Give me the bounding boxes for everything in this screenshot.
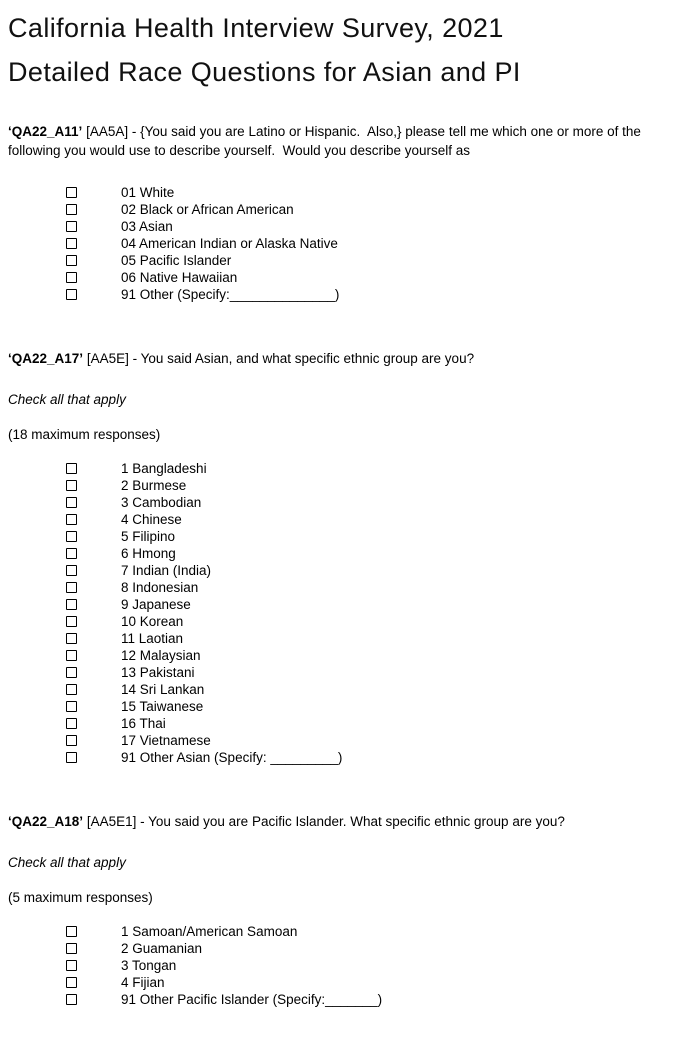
option-row: [8, 974, 675, 991]
option-label: 2 Guamanian: [121, 941, 203, 956]
option-row: [8, 957, 675, 974]
question-id: ‘QA22_A18’: [8, 814, 84, 829]
checkbox-icon[interactable]: [66, 565, 77, 576]
checkbox-icon[interactable]: [66, 204, 77, 215]
option-label: 16 Thai: [121, 716, 166, 731]
option-row: [8, 698, 675, 715]
option-row: [8, 286, 675, 303]
question-block: [8, 812, 675, 1008]
question-block: [8, 122, 675, 303]
option-row: [8, 528, 675, 545]
option-label: 8 Indonesian: [121, 580, 199, 595]
question-text: - {You said you are Latino or Hispanic. Also,} please tell me which one or more of the following you would use to describe yourself. Would you describe yourself as: [8, 124, 645, 158]
checkbox-icon[interactable]: [66, 650, 77, 661]
checkbox-icon[interactable]: [66, 926, 77, 937]
checkbox-icon[interactable]: [66, 255, 77, 266]
checkbox-icon[interactable]: [66, 701, 77, 712]
option-row: [8, 269, 675, 286]
question-variable: [AA5A]: [86, 124, 129, 139]
option-label: 03 Asian: [121, 219, 173, 234]
option-label: 11 Laotian: [121, 631, 184, 646]
checkbox-icon[interactable]: [66, 752, 77, 763]
checkbox-icon[interactable]: [66, 463, 77, 474]
option-row: [8, 184, 675, 201]
option-row: [8, 613, 675, 630]
option-label: 1 Samoan/American Samoan: [121, 924, 298, 939]
question-id: ‘QA22_A11’: [8, 124, 83, 139]
option-label: 1 Bangladeshi: [121, 461, 207, 476]
option-row: [8, 460, 675, 477]
checkbox-icon[interactable]: [66, 480, 77, 491]
checkbox-icon[interactable]: [66, 977, 77, 988]
option-label: 13 Pakistani: [121, 665, 195, 680]
option-label: 05 Pacific Islander: [121, 253, 232, 268]
question-header: [8, 812, 675, 831]
checkbox-icon[interactable]: [66, 289, 77, 300]
option-label: 15 Taiwanese: [121, 699, 204, 714]
option-row: [8, 596, 675, 613]
question-block: [8, 349, 675, 766]
checkbox-icon[interactable]: [66, 548, 77, 559]
question-header: [8, 122, 675, 160]
document-title: [8, 6, 675, 94]
checkbox-icon[interactable]: [66, 238, 77, 249]
option-label: 17 Vietnamese: [121, 733, 211, 748]
option-label: 04 American Indian or Alaska Native: [121, 236, 338, 251]
option-row: [8, 477, 675, 494]
option-label: 14 Sri Lankan: [121, 682, 205, 697]
question-instruction: Check all that apply: [8, 855, 126, 870]
document-title-line1: California Health Interview Survey, 2021: [8, 13, 504, 43]
option-label: 02 Black or African American: [121, 202, 294, 217]
option-list: [8, 460, 675, 766]
checkbox-icon[interactable]: [66, 616, 77, 627]
question-instruction: Check all that apply: [8, 392, 126, 407]
option-label: 01 White: [121, 185, 175, 200]
option-row: [8, 681, 675, 698]
question-variable: [AA5E1]: [86, 814, 137, 829]
option-list: [8, 923, 675, 1008]
checkbox-icon[interactable]: [66, 272, 77, 283]
option-row: [8, 218, 675, 235]
question-text: - You said you are Pacific Islander. What specific ethnic group are you?: [140, 814, 565, 829]
option-label: 6 Hmong: [121, 546, 176, 561]
option-label: 2 Burmese: [121, 478, 187, 493]
option-row: [8, 511, 675, 528]
checkbox-icon[interactable]: [66, 599, 77, 610]
option-label: 91 Other Asian (Specify: _________): [121, 750, 343, 765]
checkbox-icon[interactable]: [66, 582, 77, 593]
question-text: - You said Asian, and what specific ethnic group are you?: [132, 351, 475, 366]
option-label: 06 Native Hawaiian: [121, 270, 238, 285]
checkbox-icon[interactable]: [66, 187, 77, 198]
checkbox-icon[interactable]: [66, 531, 77, 542]
option-label: 5 Filipino: [121, 529, 176, 544]
option-label: 91 Other Pacific Islander (Specify:_______): [121, 992, 383, 1007]
option-row: [8, 545, 675, 562]
option-row: [8, 749, 675, 766]
checkbox-icon[interactable]: [66, 497, 77, 508]
checkbox-icon[interactable]: [66, 514, 77, 525]
option-row: [8, 630, 675, 647]
option-label: 3 Cambodian: [121, 495, 202, 510]
checkbox-icon[interactable]: [66, 960, 77, 971]
option-row: [8, 494, 675, 511]
option-row: [8, 732, 675, 749]
checkbox-icon[interactable]: [66, 718, 77, 729]
option-label: 4 Chinese: [121, 512, 182, 527]
option-row: [8, 562, 675, 579]
checkbox-icon[interactable]: [66, 943, 77, 954]
option-label: 4 Fijian: [121, 975, 165, 990]
checkbox-icon[interactable]: [66, 684, 77, 695]
option-row: [8, 647, 675, 664]
option-row: [8, 991, 675, 1008]
option-row: [8, 201, 675, 218]
option-label: 10 Korean: [121, 614, 184, 629]
checkbox-icon[interactable]: [66, 633, 77, 644]
option-row: [8, 940, 675, 957]
option-row: [8, 664, 675, 681]
document-title-line2: Detailed Race Questions for Asian and PI: [8, 57, 521, 87]
question-id: ‘QA22_A17’: [8, 351, 84, 366]
option-label: 12 Malaysian: [121, 648, 201, 663]
question-variable: [AA5E]: [86, 351, 129, 366]
option-row: [8, 235, 675, 252]
question-max-responses: (18 maximum responses): [8, 427, 161, 442]
questions-container: [8, 122, 675, 1008]
question-header: [8, 349, 675, 368]
option-row: [8, 715, 675, 732]
option-row: [8, 252, 675, 269]
checkbox-icon[interactable]: [66, 667, 77, 678]
option-label: 7 Indian (India): [121, 563, 212, 578]
question-max-responses: (5 maximum responses): [8, 890, 153, 905]
option-label: 91 Other (Specify:______________): [121, 287, 340, 302]
checkbox-icon[interactable]: [66, 221, 77, 232]
option-row: [8, 579, 675, 596]
option-label: 3 Tongan: [121, 958, 177, 973]
checkbox-icon[interactable]: [66, 735, 77, 746]
option-list: [8, 184, 675, 303]
option-row: [8, 923, 675, 940]
option-label: 9 Japanese: [121, 597, 191, 612]
checkbox-icon[interactable]: [66, 994, 77, 1005]
